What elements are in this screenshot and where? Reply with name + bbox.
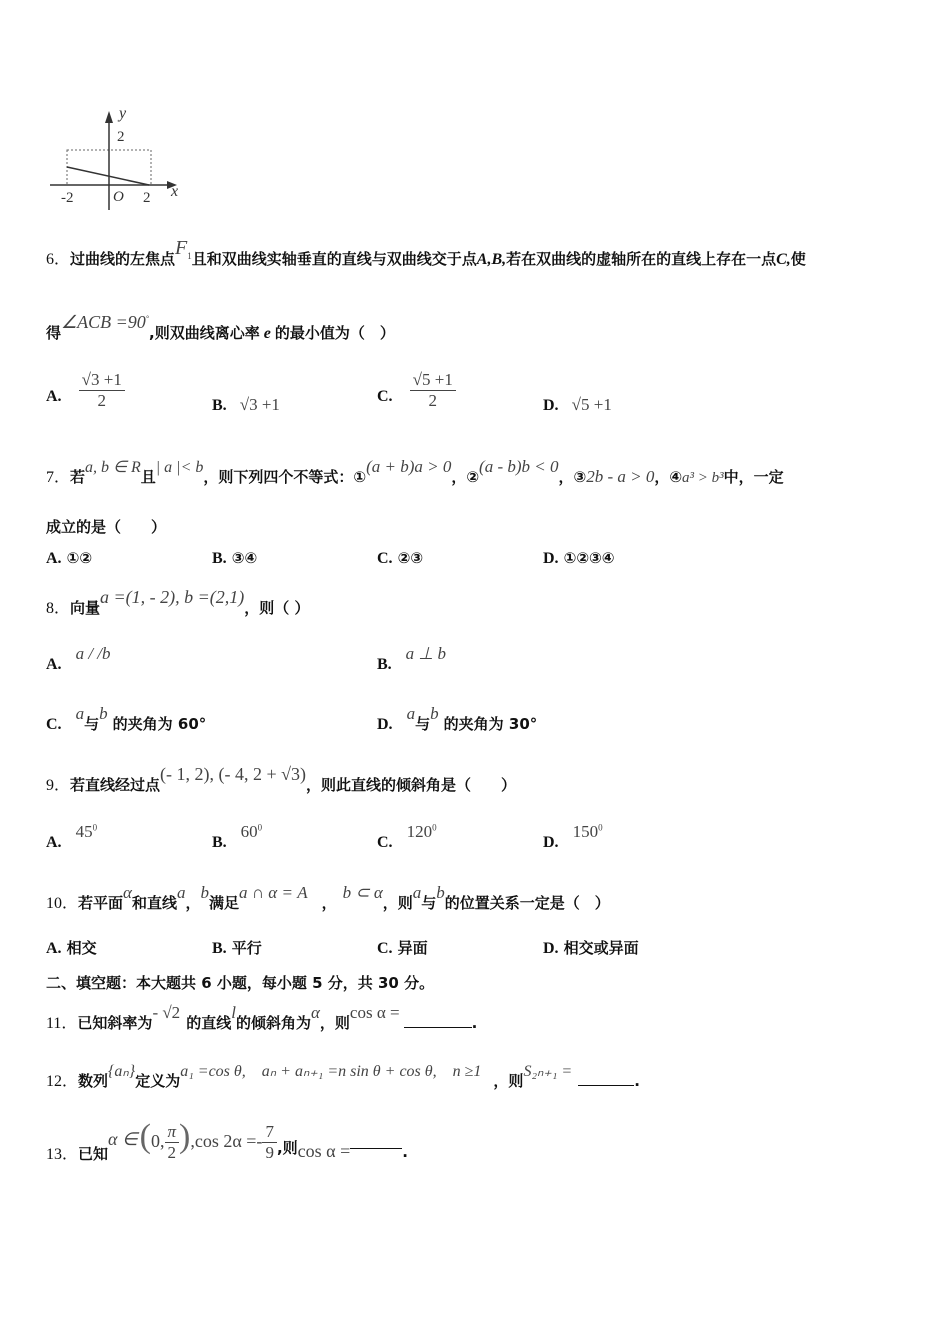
q7-text: 若 (70, 468, 86, 486)
q7-ineq4: a³ > b³ (682, 470, 724, 486)
q8-text: 向量 (70, 599, 101, 617)
q13-cos2a: ,cos 2α =- (190, 1131, 263, 1151)
q13-answer-blank[interactable] (350, 1148, 402, 1149)
q10-cond2: b ⊂ α (342, 883, 383, 902)
q11-number: 11． (46, 1015, 78, 1032)
vector-b: b (430, 704, 439, 723)
q7-text-5: ，③ (558, 468, 587, 486)
question-7 (46, 457, 784, 487)
question-8 (46, 587, 310, 618)
q13-text: 已知 (78, 1145, 109, 1163)
q10-option-b[interactable] (212, 937, 262, 958)
q9-text: 若直线经过点 (70, 776, 161, 794)
q11-expr: cos α = (349, 1003, 400, 1022)
q6-point-c: C, (776, 251, 791, 268)
q12-number: 12． (46, 1073, 79, 1090)
q13-fraction: $\frac{7}{9}$ (262, 1122, 277, 1163)
option-label: A. (46, 656, 62, 673)
y-tick-2: 2 (117, 129, 125, 145)
q13-text-2: ,则 (276, 1139, 298, 1157)
option-text-tail: 的夹角为 60° (112, 715, 207, 733)
x-axis-label: x (171, 183, 179, 200)
q13-expr: cos α = (297, 1141, 351, 1161)
option-value: $120^0$ (406, 822, 437, 841)
q10-option-c[interactable] (377, 937, 428, 958)
option-label: C. (377, 834, 393, 851)
q11-slope: - √2 (152, 1003, 181, 1022)
option-text: 与 (84, 715, 100, 733)
q7-text-6: ，④ (654, 468, 683, 486)
q12-text-2: 定义为 (135, 1072, 181, 1090)
option-label: C. (377, 940, 393, 957)
q6-number: 6． (46, 251, 71, 268)
q6-angle-acb: ∠ACB =90° (61, 312, 149, 332)
q12-text-3: ，则 (493, 1072, 524, 1090)
function-graph-figure (45, 105, 195, 215)
q6-text-2: 且和双曲线实轴垂直的直线与双曲线交于点 (191, 250, 477, 268)
q6-option-a[interactable] (46, 370, 125, 411)
question-11 (46, 1003, 478, 1033)
q13-pi-over-2: $\frac{\pi}{2}$ (165, 1122, 180, 1163)
q12-answer-blank[interactable] (578, 1085, 634, 1086)
option-text: 与 (415, 715, 431, 733)
q6-line2-text-b: ,则双曲线离心率 (149, 324, 260, 342)
q11-text-3: 的倾斜角为 (235, 1014, 311, 1032)
q6-option-c[interactable] (377, 370, 456, 411)
q10-a: a (176, 883, 186, 902)
option-label: B. (377, 656, 392, 673)
option-value: $150^0$ (572, 822, 603, 841)
question-10 (46, 883, 610, 913)
option-value: ③④ (231, 549, 258, 567)
q10-option-d[interactable] (543, 937, 639, 958)
q11-text: 已知斜率为 (77, 1014, 153, 1032)
option-label: A. (46, 940, 62, 957)
q8-number: 8． (46, 600, 71, 617)
q10-text-4: ，则 (382, 894, 413, 912)
option-value: 异面 (397, 939, 428, 957)
q10-alpha: α (123, 883, 132, 902)
question-12 (46, 1063, 640, 1091)
q6-line2-text-c: 的最小值为（ ） (274, 324, 395, 342)
q13-interval: ( (139, 1118, 151, 1155)
q10-text: 若平面 (78, 894, 124, 912)
question-7-line-2: 成立的是（ ） (46, 518, 167, 536)
option-value: $60^0$ (240, 822, 263, 841)
option-label: C. (377, 388, 393, 405)
vector-b: b (99, 704, 108, 723)
q7-option-a[interactable] (46, 548, 92, 568)
origin-label: O (113, 189, 124, 205)
q7-option-d[interactable] (543, 548, 614, 568)
q7-option-b[interactable] (212, 548, 257, 568)
q9-option-d[interactable] (543, 822, 603, 852)
q10-b: b (200, 883, 209, 902)
q6-e: e (263, 325, 271, 342)
option-label: D. (377, 716, 393, 733)
q9-text-2: ，则此直线的倾斜角是（ ） (306, 776, 517, 794)
option-label: B. (212, 834, 227, 851)
option-label: D. (543, 397, 559, 414)
q10-b2: b (436, 883, 445, 902)
q6-points-ab: A,B, (476, 251, 507, 268)
q10-text-2: 和直线 (131, 894, 177, 912)
q10-text-5: 与 (421, 894, 437, 912)
option-value: 相交 (66, 939, 97, 957)
q6-option-c-fraction: $\frac{√5 +1}{2}$ (410, 370, 456, 411)
option-value: ②③ (397, 549, 424, 567)
q13-condition: α ∈ (108, 1129, 138, 1149)
q6-line2-text: 得 (46, 324, 62, 342)
option-label: A. (46, 834, 62, 851)
option-label: B. (212, 940, 227, 957)
q11-text-4: ，则 (319, 1014, 350, 1032)
q8-text-2: ，则（ ） (244, 599, 310, 617)
q6-f1: $F_1$ (175, 237, 192, 261)
q10-option-a[interactable] (46, 937, 97, 958)
q9-option-c[interactable] (377, 822, 437, 852)
q12-text: 数列 (78, 1072, 109, 1090)
q11-text-2: 的直线 (186, 1014, 232, 1032)
q9-option-a[interactable] (46, 822, 98, 852)
option-label: D. (543, 834, 559, 851)
q7-ineq2: (a - b)b < 0 (479, 457, 559, 476)
option-value: a / /b (75, 644, 111, 663)
option-value: a ⊥ b (405, 644, 446, 663)
q6-text-3: 若在双曲线的虚轴所在的直线上存在一点 (506, 250, 777, 268)
option-text-tail: 的夹角为 30° (443, 715, 538, 733)
q6-text: 过曲线的左焦点 (70, 250, 176, 268)
q6-text-4: 使 (790, 250, 806, 268)
q13-interval-left: 0, (151, 1131, 165, 1151)
q6-option-d[interactable] (543, 395, 612, 415)
option-value: $45^0$ (75, 822, 98, 841)
q9-number: 9． (46, 777, 71, 794)
vector-a: a (406, 704, 416, 723)
q12-expr: S₂ₙ₊₁ = (523, 1063, 573, 1080)
q8-option-b[interactable] (377, 644, 446, 674)
q7-cond2: | a |< b (155, 459, 204, 476)
q9-option-b[interactable] (212, 822, 263, 852)
q13-number: 13． (46, 1146, 79, 1163)
q6-option-b[interactable] (212, 395, 280, 415)
q12-definition: a₁ =cos θ, aₙ + aₙ₊₁ =n sin θ + cos θ, n ≥1 (180, 1063, 482, 1080)
q8-option-a[interactable] (46, 644, 111, 674)
q12-end: . (634, 1072, 640, 1090)
section-2-heading: 二、填空题：本大题共 6 小题，每小题 5 分，共 30 分。 (46, 974, 435, 992)
option-value: ①② (66, 549, 93, 567)
vector-a: a (75, 704, 85, 723)
q12-sequence: {aₙ} (108, 1063, 136, 1080)
option-label: B. (212, 397, 227, 414)
option-value: 相交或异面 (563, 939, 639, 957)
q13-end: . (402, 1143, 408, 1161)
q10-comma: ， (185, 894, 201, 912)
option-label: D. (543, 550, 559, 567)
question-9 (46, 764, 517, 795)
q9-points: (- 1, 2), (- 4, 2 + √3) (160, 764, 307, 784)
option-label: A. (46, 388, 62, 405)
option-value: 平行 (231, 939, 262, 957)
q8-option-c[interactable] (46, 704, 207, 734)
option-label: C. (377, 550, 393, 567)
question-13 (46, 1118, 408, 1163)
q8-option-d[interactable] (377, 704, 538, 734)
question-6 (46, 237, 806, 271)
q8-vectors: a =(1, - 2), b =(2,1) (100, 587, 245, 607)
x-tick-2: 2 (143, 190, 151, 206)
q10-text-3: 满足 (209, 894, 240, 912)
q11-end: . (471, 1014, 478, 1032)
q7-text-7: 中，一定 (723, 468, 784, 486)
option-value: √3 +1 (239, 395, 280, 414)
q7-cond1: a, b ∈ R (85, 459, 141, 476)
question-6-line-2 (46, 312, 395, 343)
q13-interval-close: ) (179, 1118, 191, 1155)
q7-ineq3: 2b - a > 0 (586, 467, 655, 486)
x-tick-neg2: -2 (61, 190, 74, 206)
q7-number: 7． (46, 469, 71, 486)
q10-a2: a (412, 883, 422, 902)
option-label: C. (46, 716, 62, 733)
option-label: D. (543, 940, 559, 957)
q10-cond1: a ∩ α = A (239, 883, 308, 902)
q7-text-2: 且 (140, 468, 156, 486)
option-label: A. (46, 550, 62, 567)
q11-l: l (231, 1003, 236, 1022)
q6-option-a-fraction: $\frac{√3 +1}{2}$ (79, 370, 125, 411)
q7-option-c[interactable] (377, 548, 423, 568)
option-value: √5 +1 (571, 395, 612, 414)
q10-number: 10． (46, 895, 79, 912)
option-value: ①②③④ (563, 549, 615, 567)
q7-text-3: ，则下列四个不等式：① (203, 468, 367, 486)
q11-alpha: α (310, 1003, 320, 1022)
q11-answer-blank[interactable] (404, 1027, 472, 1028)
q7-ineq1: (a + b)a > 0 (366, 457, 452, 476)
q10-text-6: 的位置关系一定是（ ） (444, 894, 610, 912)
option-label: B. (212, 550, 227, 567)
q10-comma-2: ， (321, 894, 337, 912)
y-axis-label: y (119, 105, 127, 122)
q7-text-4: ，② (451, 468, 480, 486)
